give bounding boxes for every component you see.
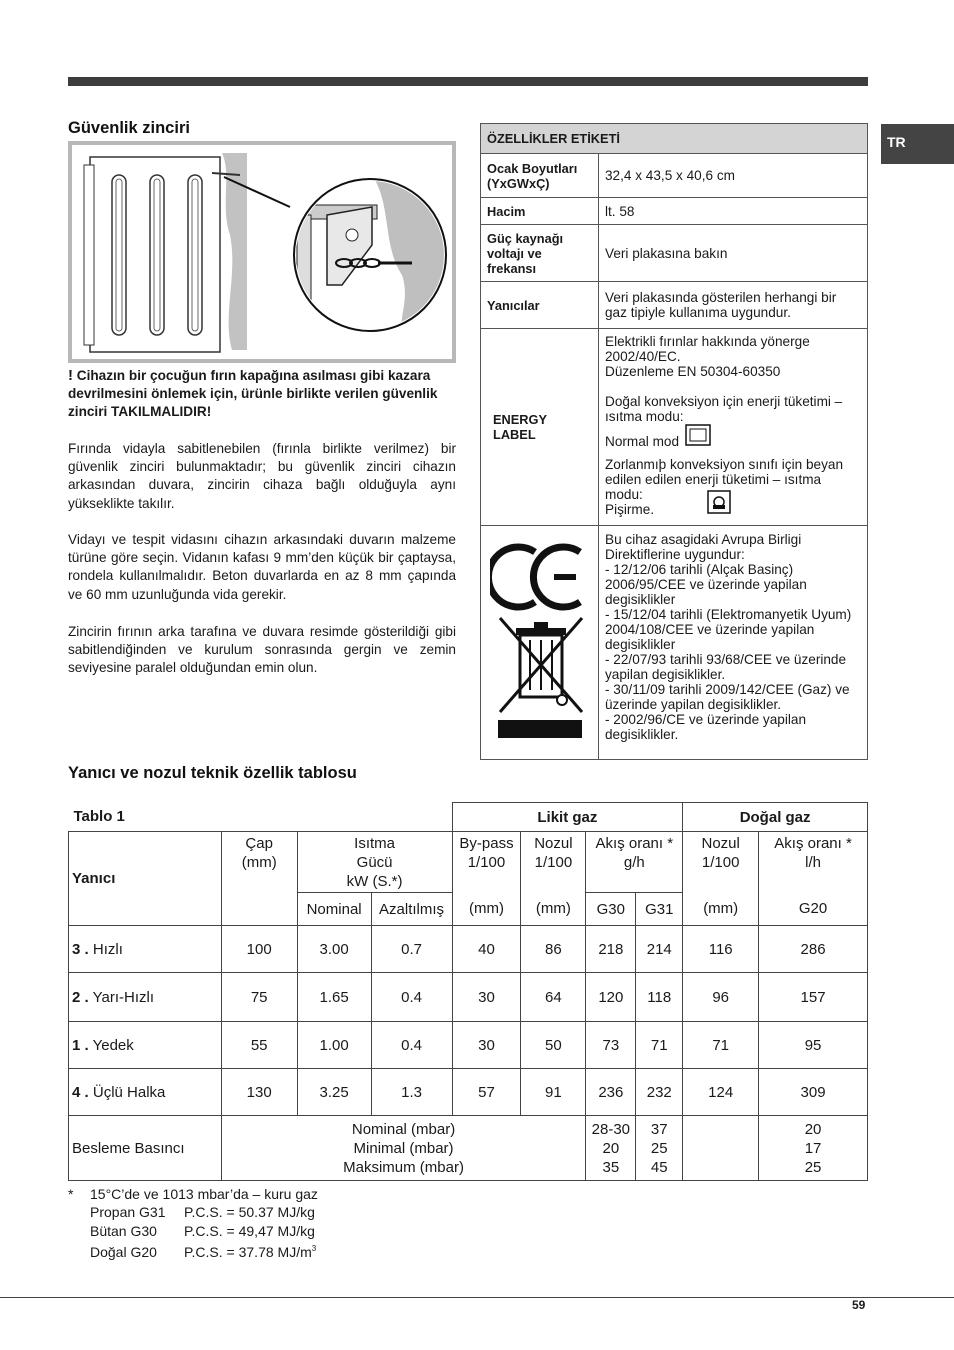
safety-chain-illustration xyxy=(68,141,456,363)
burner-name: Üçlü Halka xyxy=(92,1083,166,1101)
cell: 64 xyxy=(521,973,586,1022)
diameter-header: Çap (mm) xyxy=(221,832,297,893)
gas-name: Propan G31 xyxy=(90,1204,166,1221)
pressure-g31: 37 25 45 xyxy=(636,1116,683,1181)
gas-name: Bütan G30 xyxy=(90,1222,157,1239)
nozzle2-header: Nozul 1/100 xyxy=(683,832,759,893)
burner-number: 3 . xyxy=(72,940,89,958)
cell: 71 xyxy=(683,1022,759,1069)
cell: 57 xyxy=(452,1069,521,1116)
spec-key: Hacim xyxy=(481,198,599,225)
energy-cooking: Pişirme. xyxy=(605,502,655,517)
nominal-subheader: Nominal xyxy=(297,893,371,926)
spec-value: 32,4 x 43,5 x 40,6 cm xyxy=(599,154,868,198)
cell: 214 xyxy=(636,926,683,973)
gas-value: P.C.S. = 37.78 MJ/m xyxy=(184,1243,312,1260)
table-row xyxy=(69,1069,868,1116)
energy-forced-convection: Zorlanmıþ konveksiyon sınıfı için beyan edilen edilen enerji tüketimi – ısıtma modu: xyxy=(605,457,844,502)
energy-label-key: ENERGY LABEL xyxy=(481,329,599,526)
pressure-g20: 20 17 25 xyxy=(759,1116,868,1181)
spec-key: Yanıcılar xyxy=(481,282,599,329)
safety-paragraph-1: Fırında vidayla sabitlenebilen (fırınla birlikte verilmez) bir güvenlik zinciri bulunmaktadır; bu güvenlik zinciri cihazın arkasından duvara, zincirin cihaza bağlı olduğuyla aynı yükseklikte takılır. xyxy=(68,441,456,511)
footnote-star: * xyxy=(68,1186,74,1202)
burner-number: 4 . xyxy=(72,1083,89,1101)
table-row xyxy=(69,973,868,1022)
flow-lh-header: Akış oranı * l/h xyxy=(759,832,868,893)
energy-directive: Elektrikli fırınlar hakkında yönerge 2002/40/EC. xyxy=(605,334,810,364)
cell: 95 xyxy=(759,1022,868,1069)
footnote-conditions: 15°C’de ve 1013 mbar’da – kuru gaz xyxy=(90,1186,318,1202)
gas-value: P.C.S. = 50.37 MJ/kg xyxy=(184,1204,315,1221)
oven-fan-mode-icon xyxy=(707,490,731,517)
cell: 30 xyxy=(452,1022,521,1069)
burner-title: Yanıcı ve nozul teknik özellik tablosu xyxy=(68,764,357,782)
cell: 116 xyxy=(683,926,759,973)
safety-warning: ! Cihazın bir çocuğun fırın kapağına asılması gibi kazara devrilmesini önlemek için, ürünle birlikte verilen güvenlik zinciri TAKILMALIDIR! xyxy=(68,367,438,420)
cell: 3.00 xyxy=(297,926,371,973)
flow-gh-header: Akış oranı * g/h xyxy=(586,832,683,893)
cell: 75 xyxy=(221,973,297,1022)
gas-name: Doğal G20 xyxy=(90,1243,157,1260)
cell: 71 xyxy=(636,1022,683,1069)
unit-subheader: (mm) xyxy=(452,893,521,926)
cell: 309 xyxy=(759,1069,868,1116)
cell: 236 xyxy=(586,1069,636,1116)
power-header: Isıtma Gücü kW (S.*) xyxy=(297,832,452,893)
header-bar xyxy=(68,77,868,86)
cell: 3.25 xyxy=(297,1069,371,1116)
energy-natural-convection: Doğal konveksiyon için enerji tüketimi – ısıtma modu: xyxy=(605,394,843,424)
g20-subheader: G20 xyxy=(759,893,868,926)
burner-table xyxy=(68,802,868,1181)
ce-mark-icon xyxy=(490,540,590,740)
safety-paragraph-3: Zincirin fırının arka tarafına ve duvara resimde gösterildiği gibi sabitlendiğinden ve kurulum sonrasında gergin ve zemin seviyesine paralel olduğundan emin olun. xyxy=(68,624,456,676)
g31-subheader: G31 xyxy=(636,893,683,926)
reduced-subheader: Azaltılmış xyxy=(371,893,452,926)
safety-paragraph-2: Vidayı ve tespit vidasını cihazın arkasındaki duvarın malzeme türüne göre seçin. Vidanın kafası 9 mm’den küçük bir çaptaysa, rondela kullanılmalıdır. Beton duvarlarda en az 8 mm çapında ve 60 mm uzunluğunda vida gerekir. xyxy=(68,532,456,602)
spec-value: lt. 58 xyxy=(599,198,868,225)
cell: 218 xyxy=(586,926,636,973)
pressure-label: Besleme Basıncı xyxy=(69,1116,222,1181)
spec-key: Ocak Boyutları (YxGWxÇ) xyxy=(481,154,599,198)
burner-name: Hızlı xyxy=(92,940,123,958)
cell: 55 xyxy=(221,1022,297,1069)
page-number: 59 xyxy=(852,1298,866,1312)
table-label: Tablo 1 xyxy=(69,803,453,832)
weee-bin-icon xyxy=(498,618,582,738)
cell: 0.4 xyxy=(371,1022,452,1069)
cell: 91 xyxy=(521,1069,586,1116)
cell: 286 xyxy=(759,926,868,973)
cell: 118 xyxy=(636,973,683,1022)
pressure-empty xyxy=(683,1116,759,1181)
cell: 96 xyxy=(683,973,759,1022)
spec-value: Veri plakasına bakın xyxy=(599,225,868,282)
burner-name: Yarı-Hızlı xyxy=(92,988,154,1006)
cell: 157 xyxy=(759,973,868,1022)
table-row xyxy=(69,926,868,973)
pressure-g30: 28-30 20 35 xyxy=(586,1116,636,1181)
cell: 40 xyxy=(452,926,521,973)
energy-regulation: Düzenleme EN 50304-60350 xyxy=(605,364,781,379)
cell: 30 xyxy=(452,973,521,1022)
burner-number: 2 . xyxy=(72,988,89,1006)
table-row xyxy=(69,1022,868,1069)
eu-marks-cell xyxy=(481,526,599,760)
language-tab: TR xyxy=(881,124,954,164)
unit-subheader: (mm) xyxy=(683,893,759,926)
footnote xyxy=(68,1185,318,1261)
cell: 130 xyxy=(221,1069,297,1116)
g30-subheader: G30 xyxy=(586,893,636,926)
eu-directives: Bu cihaz asagidaki Avrupa Birligi Direktiflerine uygundur: - 12/12/06 tarihli (Alçak Basinç) 2006/95/CEE ve üzerinde yapilan degisiklikler - 15/12/04 tarihli (Elektromanyetik Uyum) 2004/108/CEE ve üzerinde yapilan degisiklikler - 22/07/93 tarihli 93/68/CEE ve üzerinde yapilan degisiklikler. - 30/11/09 tarihli 2009/142/CEE (Gaz) ve üzerinde yapilan degisiklikler. - 2002/96/CE ve üzerinde yapilan degisiklikler. xyxy=(599,526,868,760)
cell: 232 xyxy=(636,1069,683,1116)
cell: 1.65 xyxy=(297,973,371,1022)
cell: 0.4 xyxy=(371,973,452,1022)
spec-key: Güç kaynağı voltajı ve frekansı xyxy=(481,225,599,282)
cell: 120 xyxy=(586,973,636,1022)
pressure-row xyxy=(69,1116,868,1181)
safety-title: Güvenlik zinciri xyxy=(68,119,190,137)
superscript: 3 xyxy=(311,1244,317,1254)
cell: 73 xyxy=(586,1022,636,1069)
gas-value: P.C.S. = 49,47 MJ/kg xyxy=(184,1222,315,1239)
cell: 86 xyxy=(521,926,586,973)
energy-label-value xyxy=(599,329,868,526)
cell: 1.3 xyxy=(371,1069,452,1116)
footer-rule xyxy=(0,1297,954,1298)
pressure-desc: Nominal (mbar) Minimal (mbar) Maksimum (mbar) xyxy=(221,1116,586,1181)
spec-title: ÖZELLİKLER ETİKETİ xyxy=(481,124,868,154)
natural-gas-header: Doğal gaz xyxy=(683,803,868,832)
spec-table xyxy=(480,123,868,760)
unit-subheader: (mm) xyxy=(521,893,586,926)
burner-header: Yanıcı xyxy=(69,832,222,926)
cell: 124 xyxy=(683,1069,759,1116)
cell: 100 xyxy=(221,926,297,973)
cell: 50 xyxy=(521,1022,586,1069)
bypass-header: By-pass 1/100 xyxy=(452,832,521,893)
burner-name: Yedek xyxy=(92,1036,134,1054)
cell: 0.7 xyxy=(371,926,452,973)
oven-normal-mode-icon xyxy=(685,424,711,449)
lpg-header: Likit gaz xyxy=(452,803,683,832)
cell: 1.00 xyxy=(297,1022,371,1069)
burner-number: 1 . xyxy=(72,1036,89,1054)
nozzle-header: Nozul 1/100 xyxy=(521,832,586,893)
spec-value: Veri plakasında gösterilen herhangi bir gaz tipiyle kullanıma uygundur. xyxy=(599,282,868,329)
energy-normal-mode: Normal mod xyxy=(605,434,680,449)
